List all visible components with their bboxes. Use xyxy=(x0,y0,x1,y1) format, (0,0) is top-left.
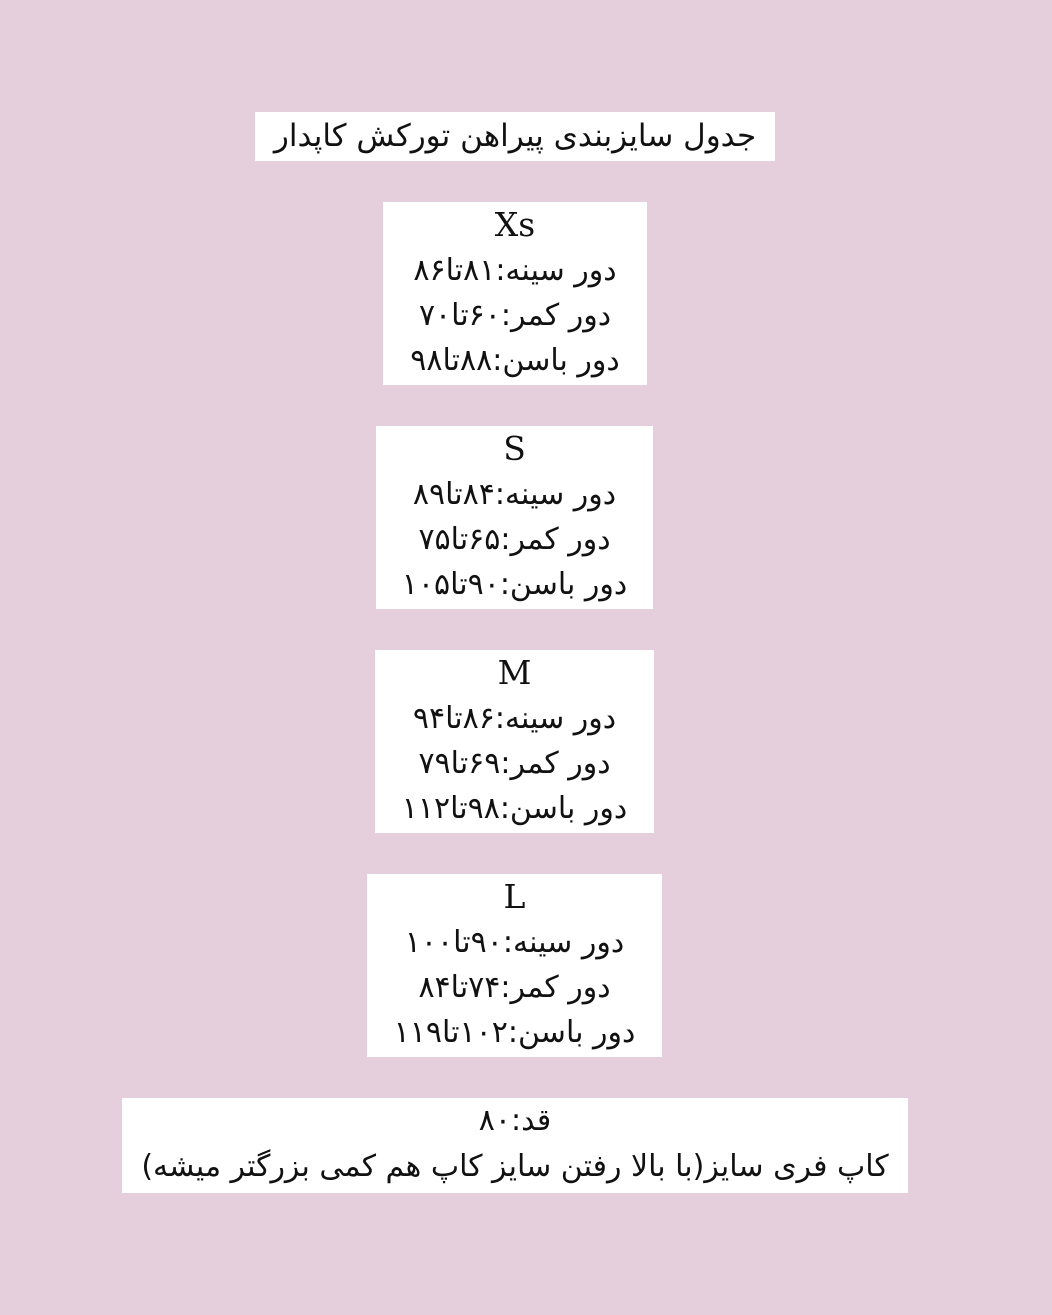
waist-measurement: دور کمر:۷۴تا۸۴ xyxy=(418,970,611,1005)
waist-measurement: دور کمر:۶۵تا۷۵ xyxy=(418,522,611,557)
size-label: Xs xyxy=(494,205,536,244)
size-card-l xyxy=(367,874,662,1057)
footer-note xyxy=(122,1098,908,1193)
dress-length: قد:۸۰ xyxy=(478,1103,552,1138)
size-card-s xyxy=(376,426,653,609)
size-label: M xyxy=(497,653,532,692)
chest-measurement: دور سینه:۹۰تا۱۰۰ xyxy=(404,925,625,960)
hip-measurement: دور باسن:۱۰۲تا۱۱۹ xyxy=(393,1015,636,1050)
hip-measurement: دور باسن:۹۸تا۱۱۲ xyxy=(401,791,628,826)
page-title: جدول سایزبندی پیراهن تورکش کاپدار xyxy=(255,112,775,161)
chest-measurement: دور سینه:۸۴تا۸۹ xyxy=(412,477,617,512)
size-card-xs xyxy=(383,202,647,385)
chest-measurement: دور سینه:۸۱تا۸۶ xyxy=(413,253,617,288)
hip-measurement: دور باسن:۹۰تا۱۰۵ xyxy=(401,567,628,602)
size-label: L xyxy=(503,877,526,916)
size-label: S xyxy=(503,429,526,468)
size-card-m xyxy=(375,650,654,833)
waist-measurement: دور کمر:۶۰تا۷۰ xyxy=(418,298,612,333)
chest-measurement: دور سینه:۸۶تا۹۴ xyxy=(412,701,617,736)
cup-note: کاپ فری سایز(با بالا رفتن سایز کاپ هم کمی بزرگتر میشه) xyxy=(141,1149,889,1184)
waist-measurement: دور کمر:۶۹تا۷۹ xyxy=(418,746,611,781)
hip-measurement: دور باسن:۸۸تا۹۸ xyxy=(410,343,620,378)
